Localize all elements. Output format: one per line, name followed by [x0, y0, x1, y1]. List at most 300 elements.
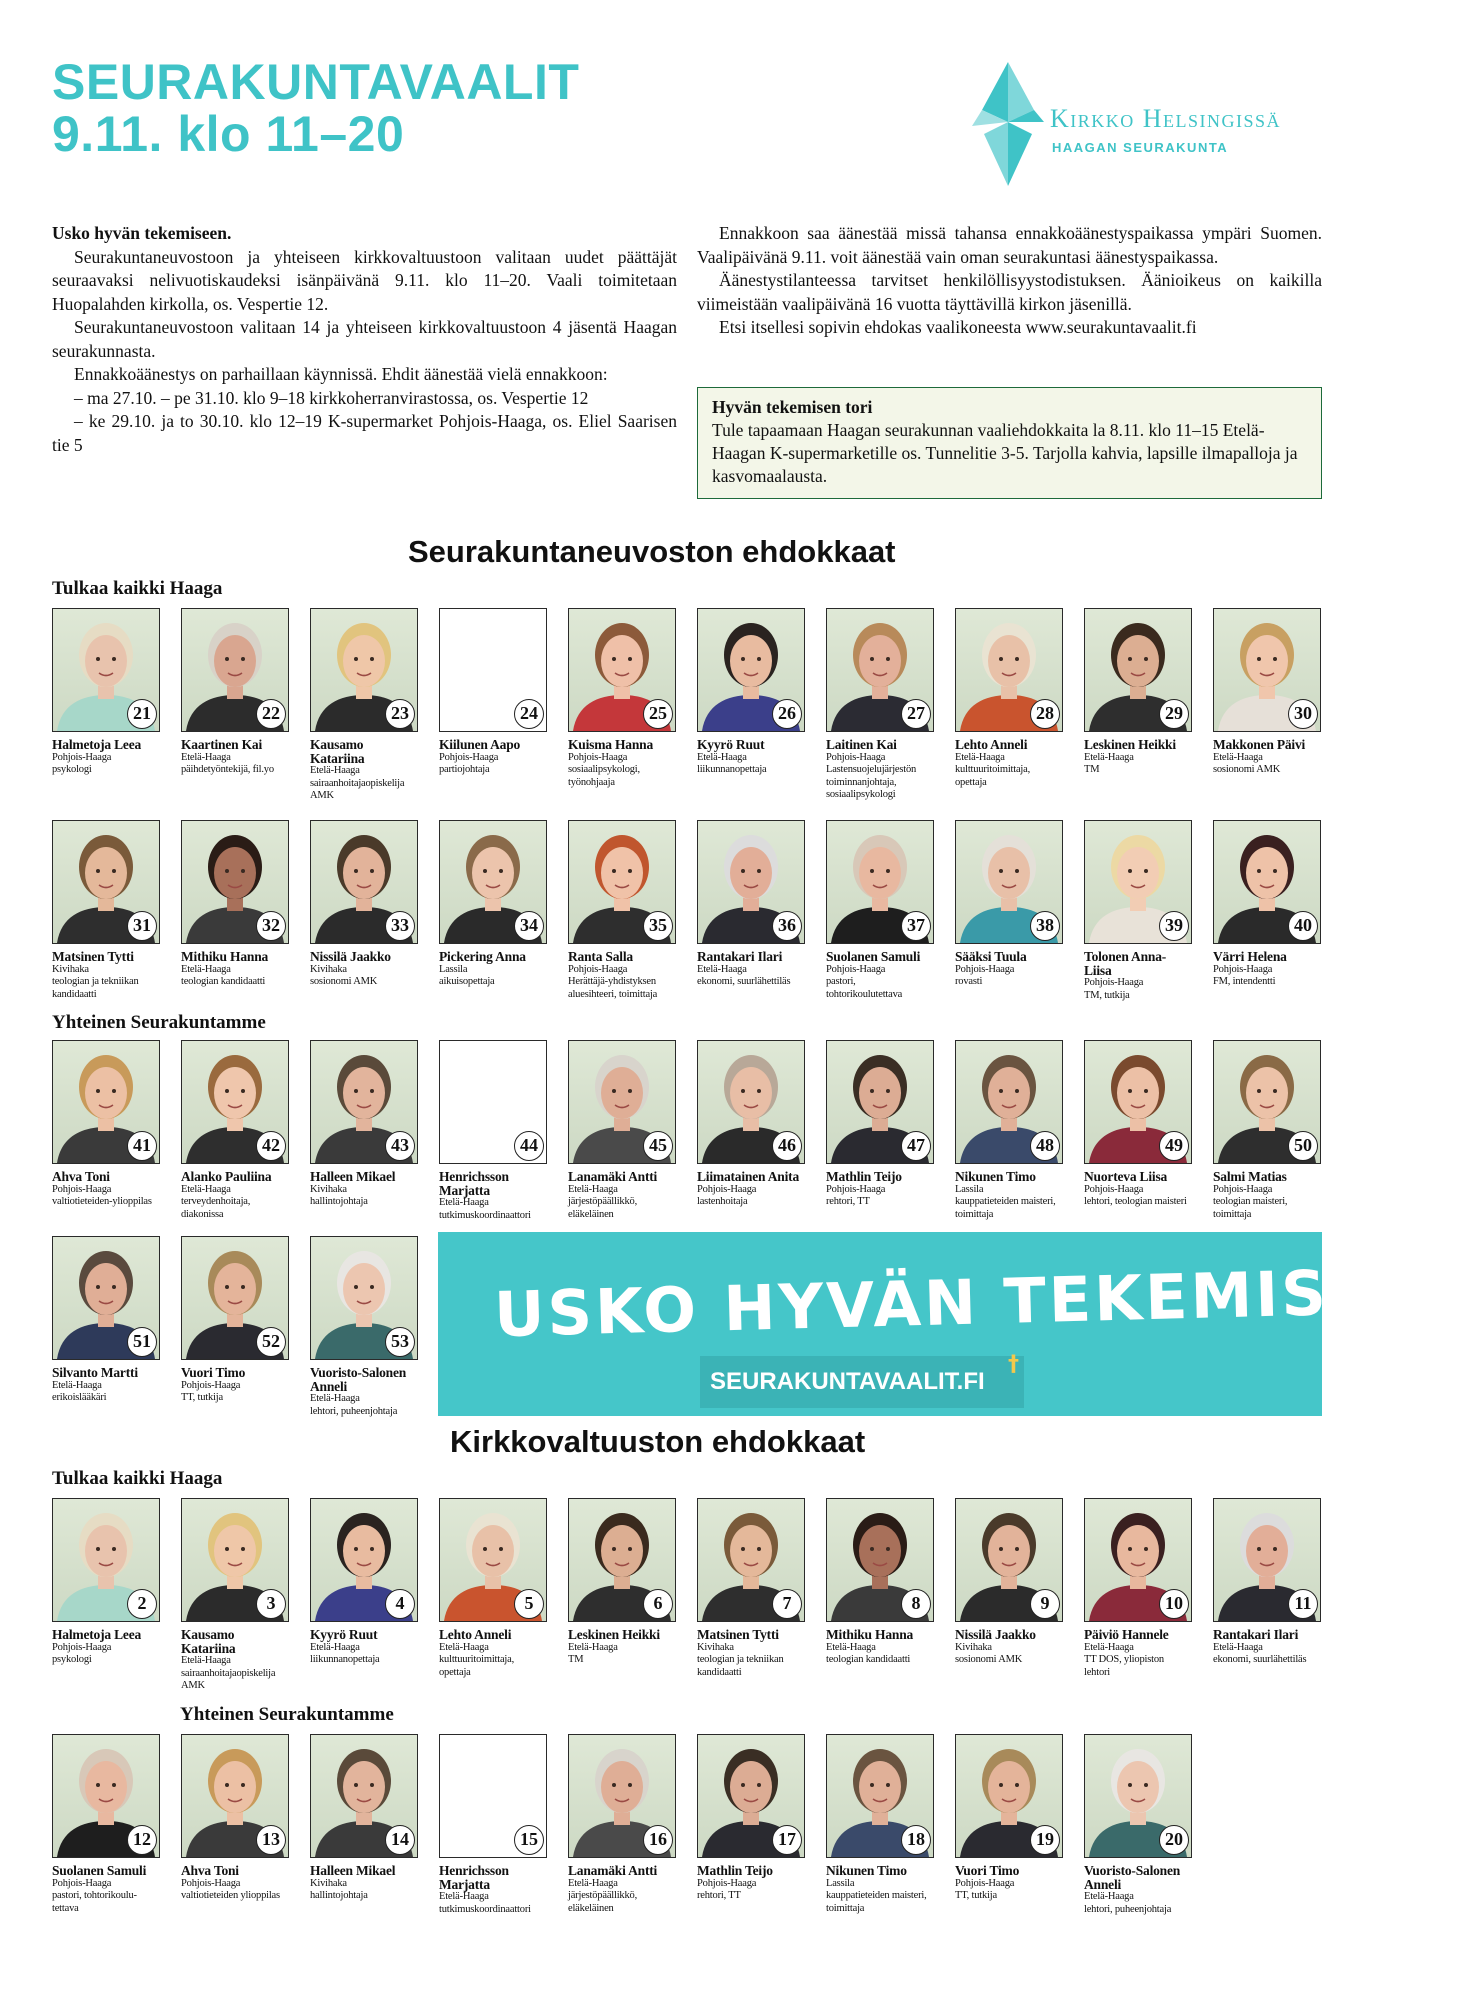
candidate-card[interactable] — [826, 1498, 934, 1667]
candidate-area: Pohjois-Haaga — [826, 963, 886, 975]
candidate-card[interactable] — [568, 1498, 676, 1667]
candidate-number-badge: 4 — [385, 1589, 415, 1619]
candidate-name: Liimatainen Anita — [697, 1169, 799, 1184]
page-title — [52, 56, 579, 160]
candidate-occupation: liikunnanopettaja — [310, 1654, 380, 1665]
candidate-area: Kivihaka — [310, 1183, 347, 1195]
candidate-card[interactable] — [439, 1498, 547, 1679]
candidate-photo — [697, 820, 805, 944]
candidate-number-badge: 46 — [772, 1131, 802, 1161]
candidate-card[interactable] — [697, 820, 805, 989]
candidate-area: Etelä-Haaga — [697, 963, 747, 975]
candidate-card[interactable] — [826, 1040, 934, 1209]
candidate-occupation: lehtori, puheenjohtaja — [1084, 1903, 1172, 1915]
candidate-occupation: hallintojohtaja — [310, 1196, 368, 1207]
intro-right-paragraph-2: Äänestystilanteessa tarvitset henkilöllisyystodistuksen. Äänioikeus on kaikilla viimeistään vaalipäivänä 16 vuotta täyttävillä kirkon jäsenillä. — [697, 270, 1322, 314]
candidate-photo — [439, 608, 547, 732]
candidate-number-badge: 51 — [127, 1327, 157, 1357]
candidate-photo — [955, 1040, 1063, 1164]
candidate-area: Etelä-Haaga — [1084, 1641, 1134, 1653]
candidate-occupation: järjestöpäällikkö, eläkeläinen — [568, 1890, 638, 1914]
candidate-occupation: TM, tutkija — [1084, 989, 1130, 1001]
candidate-card[interactable] — [826, 608, 934, 802]
candidate-photo — [826, 608, 934, 732]
candidate-name: Halmetoja Leea — [52, 1627, 142, 1642]
candidate-occupation: valtiotieteiden ylioppilas — [181, 1890, 280, 1901]
candidate-name: Kiilunen Aapo — [439, 737, 521, 752]
candidate-occupation: sosionomi AMK — [1213, 764, 1281, 775]
candidate-card[interactable] — [52, 1498, 160, 1667]
candidate-photo — [568, 1040, 676, 1164]
candidate-photo — [181, 1040, 289, 1164]
candidate-number-badge: 13 — [256, 1825, 286, 1855]
candidate-card[interactable] — [181, 608, 289, 777]
candidate-photo — [1084, 1040, 1192, 1164]
candidate-number-badge: 33 — [385, 911, 415, 941]
candidate-area: Etelä-Haaga — [1213, 1641, 1263, 1653]
candidate-photo — [568, 1498, 676, 1622]
candidate-number-badge: 27 — [901, 699, 931, 729]
candidate-photo — [52, 1734, 160, 1858]
candidate-name: Mathlin Teijo — [826, 1169, 902, 1184]
candidate-area: Etelä-Haaga — [310, 1641, 360, 1653]
candidate-card[interactable] — [439, 1040, 547, 1222]
candidate-number-badge: 44 — [514, 1131, 544, 1161]
candidate-occupation: TT, tutkija — [955, 1890, 997, 1901]
candidate-occupation: kulttuuritoimittaja, opettaja — [439, 1654, 515, 1678]
candidate-occupation: TT DOS, yliopiston lehtori — [1084, 1654, 1164, 1678]
candidate-name: Mathlin Teijo — [697, 1863, 773, 1878]
candidate-area: Etelä-Haaga — [1213, 751, 1263, 763]
candidate-card[interactable] — [181, 1498, 289, 1693]
candidate-card[interactable] — [568, 608, 676, 789]
candidate-number-badge: 52 — [256, 1327, 286, 1357]
candidate-area: Pohjois-Haaga — [1084, 977, 1144, 988]
candidate-name: Alanko Pauliina — [181, 1169, 272, 1184]
candidate-area: Pohjois-Haaga — [955, 1877, 1015, 1889]
valtuusto-heading: Kirkkovaltuuston ehdokkaat — [450, 1424, 866, 1459]
candidate-number-badge: 32 — [256, 911, 286, 941]
candidate-name: Kausamo Katariina — [310, 737, 365, 766]
candidate-card[interactable] — [955, 608, 1063, 789]
candidate-card[interactable] — [955, 1734, 1063, 1903]
candidate-name: Henrichsson Marjatta — [439, 1169, 509, 1198]
candidate-number-badge: 6 — [643, 1589, 673, 1619]
intro-paragraph-2: Seurakuntaneuvostoon valitaan 14 ja yhteiseen kirkkovaltuustoon 4 jäsentä Haagan seurakunnasta. — [52, 317, 677, 361]
candidate-name: Mithiku Hanna — [181, 949, 269, 964]
intro-paragraph-5: – ke 29.10. ja to 30.10. klo 12–19 K-supermarket Pohjois-Haaga, os. Eliel Saarisen tie 5 — [52, 411, 677, 455]
candidate-name: Laitinen Kai — [826, 737, 897, 752]
candidate-number-badge: 22 — [256, 699, 286, 729]
candidate-number-badge: 16 — [643, 1825, 673, 1855]
candidate-card[interactable] — [568, 1734, 676, 1915]
candidate-name: Silvanto Martti — [52, 1365, 138, 1380]
candidate-card[interactable] — [697, 608, 805, 777]
candidate-name: Sääksi Tuula — [955, 949, 1027, 964]
candidate-card[interactable] — [52, 608, 160, 777]
candidate-area: Lassila — [955, 1183, 984, 1195]
candidate-area: Pohjois-Haaga — [1213, 963, 1273, 975]
candidate-card[interactable] — [310, 1734, 418, 1903]
candidate-number-badge: 47 — [901, 1131, 931, 1161]
candidate-area: Etelä-Haaga — [439, 1891, 489, 1902]
candidate-photo — [181, 820, 289, 944]
candidate-photo — [697, 1734, 805, 1858]
candidate-number-badge: 24 — [514, 699, 544, 729]
candidate-number-badge: 14 — [385, 1825, 415, 1855]
candidate-number-badge: 26 — [772, 699, 802, 729]
candidate-number-badge: 35 — [643, 911, 673, 941]
candidate-area: Etelä-Haaga — [955, 751, 1005, 763]
candidate-occupation: Herättäjä-yhdistyksen aluesihteeri, toimittaja — [568, 976, 658, 1000]
campaign-banner — [438, 1232, 1475, 1416]
logo-subtitle: HAAGAN SEURAKUNTA — [1052, 140, 1229, 155]
candidate-photo — [1213, 1498, 1321, 1622]
candidate-photo — [1084, 608, 1192, 732]
candidate-area: Etelä-Haaga — [181, 1183, 231, 1195]
candidate-occupation: rehtori, TT — [826, 1196, 870, 1207]
candidate-area: Kivihaka — [955, 1641, 992, 1653]
candidate-occupation: erikoislääkäri — [52, 1392, 107, 1403]
candidate-card[interactable] — [52, 820, 160, 1001]
candidate-occupation: aikuisopettaja — [439, 976, 495, 987]
candidate-occupation: pastori, tohtorikoulu-tettava — [52, 1890, 137, 1914]
candidate-photo — [955, 1734, 1063, 1858]
candidate-card[interactable] — [826, 1734, 934, 1915]
candidate-photo — [1213, 820, 1321, 944]
candidate-card[interactable] — [181, 820, 289, 989]
candidate-number-badge: 39 — [1159, 911, 1189, 941]
candidate-occupation: teologian kandidaatti — [181, 976, 266, 987]
candidate-name: Vuori Timo — [955, 1863, 1020, 1878]
candidate-area: Etelä-Haaga — [310, 1393, 360, 1404]
candidate-number-badge: 37 — [901, 911, 931, 941]
candidate-area: Kivihaka — [310, 963, 347, 975]
candidate-name: Kausamo Katariina — [181, 1627, 236, 1656]
candidate-number-badge: 2 — [127, 1589, 157, 1619]
candidate-name: Ahva Toni — [52, 1169, 110, 1184]
candidate-number-badge: 29 — [1159, 699, 1189, 729]
candidate-area: Pohjois-Haaga — [826, 751, 886, 763]
neuvosto-group-1-heading: Tulkaa kaikki Haaga — [52, 578, 223, 599]
candidate-occupation: lehtori, teologian maisteri — [1084, 1196, 1187, 1207]
candidate-card[interactable] — [955, 1498, 1063, 1667]
candidate-photo — [52, 820, 160, 944]
candidate-area: Etelä-Haaga — [439, 1641, 489, 1653]
candidate-photo — [697, 1040, 805, 1164]
candidate-area: Pohjois-Haaga — [181, 1379, 241, 1391]
candidate-name: Lehto Anneli — [955, 737, 1028, 752]
candidate-number-badge: 7 — [772, 1589, 802, 1619]
candidate-number-badge: 49 — [1159, 1131, 1189, 1161]
candidate-area: Etelä-Haaga — [181, 1655, 231, 1666]
candidate-photo — [439, 1498, 547, 1622]
intro-right-paragraph-1: Ennakkoon saa äänestää missä tahansa ennakkoäänestyspaikassa ympäri Suomen. Vaalipäivänä 9.11. voit äänestää vain oman seurakuntasi äänestyspaikassa. — [697, 223, 1322, 267]
candidate-occupation: sairaanhoitajaopiskelija AMK — [181, 1667, 276, 1691]
candidate-photo — [52, 608, 160, 732]
candidate-name: Vuoristo-Salonen Anneli — [1084, 1863, 1181, 1892]
candidate-photo — [52, 1040, 160, 1164]
candidate-occupation: lehtori, puheenjohtaja — [310, 1405, 398, 1417]
candidate-card[interactable] — [310, 1040, 418, 1209]
candidate-photo — [439, 820, 547, 944]
candidate-card[interactable] — [1084, 608, 1192, 777]
candidate-card[interactable] — [697, 1040, 805, 1209]
candidate-photo — [955, 1498, 1063, 1622]
candidate-area: Etelä-Haaga — [310, 765, 360, 776]
cross-logo-icon — [970, 60, 1046, 188]
candidate-area: Kivihaka — [52, 963, 89, 975]
candidate-card[interactable] — [52, 1040, 160, 1209]
event-info-box — [697, 387, 1322, 499]
candidate-occupation: rovasti — [955, 976, 983, 987]
candidate-photo — [568, 608, 676, 732]
candidate-photo — [697, 1498, 805, 1622]
candidate-area: Etelä-Haaga — [439, 1197, 489, 1208]
valtuusto-group-2-heading: Yhteinen Seurakuntamme — [180, 1704, 394, 1725]
candidate-area: Etelä-Haaga — [1084, 1891, 1134, 1902]
candidate-number-badge: 23 — [385, 699, 415, 729]
church-logo — [970, 60, 1330, 188]
candidate-name: Nissilä Jaakko — [955, 1627, 1036, 1642]
candidate-name: Päiviö Hannele — [1084, 1627, 1169, 1642]
candidate-occupation: kulttuuritoimittaja, opettaja — [955, 764, 1031, 788]
candidate-card[interactable] — [697, 1734, 805, 1903]
candidate-photo — [52, 1236, 160, 1360]
candidate-photo — [1084, 820, 1192, 944]
candidate-number-badge: 34 — [514, 911, 544, 941]
candidate-photo — [697, 608, 805, 732]
candidate-number-badge: 8 — [901, 1589, 931, 1619]
candidate-photo — [826, 820, 934, 944]
candidate-card[interactable] — [1084, 1734, 1192, 1916]
candidate-occupation: sosiaalipsykologi, työnohjaaja — [568, 764, 640, 788]
candidate-name: Lanamäki Antti — [568, 1863, 658, 1878]
candidate-name: Nissilä Jaakko — [310, 949, 391, 964]
candidate-name: Kyyrö Ruut — [310, 1627, 378, 1642]
candidate-occupation: valtiotieteiden-ylioppilas — [52, 1196, 152, 1207]
candidate-area: Pohjois-Haaga — [52, 1877, 112, 1889]
candidate-photo — [439, 1040, 547, 1164]
candidate-area: Lassila — [826, 1877, 855, 1889]
candidate-card[interactable] — [1084, 1040, 1192, 1209]
title-line-1: SEURAKUNTAVAALIT — [52, 54, 580, 110]
intro-right-column — [697, 222, 1322, 340]
candidate-area: Pohjois-Haaga — [439, 751, 499, 763]
candidate-number-badge: 42 — [256, 1131, 286, 1161]
candidate-card[interactable] — [955, 1040, 1063, 1221]
candidate-name: Kyyrö Ruut — [697, 737, 765, 752]
candidate-name: Henrichsson Marjatta — [439, 1863, 509, 1892]
candidate-area: Pohjois-Haaga — [826, 1183, 886, 1195]
candidate-occupation: TM — [568, 1654, 584, 1665]
candidate-number-badge: 17 — [772, 1825, 802, 1855]
candidate-photo — [826, 1498, 934, 1622]
candidate-number-badge: 15 — [514, 1825, 544, 1855]
candidate-card[interactable] — [181, 1734, 289, 1903]
candidate-photo — [1084, 1498, 1192, 1622]
candidate-name: Matsinen Tytti — [697, 1627, 779, 1642]
candidate-card[interactable] — [439, 1734, 547, 1916]
candidate-area: Etelä-Haaga — [181, 963, 231, 975]
candidate-name: Nikunen Timo — [955, 1169, 1036, 1184]
candidate-occupation: sairaanhoitajaopiskelija AMK — [310, 777, 405, 801]
candidate-card[interactable] — [52, 1734, 160, 1915]
candidate-card[interactable] — [1213, 1040, 1321, 1221]
candidate-number-badge: 18 — [901, 1825, 931, 1855]
candidate-name: Suolanen Samuli — [826, 949, 921, 964]
candidate-number-badge: 11 — [1288, 1589, 1318, 1619]
candidate-area: Pohjois-Haaga — [52, 1641, 112, 1653]
candidate-area: Pohjois-Haaga — [181, 1877, 241, 1889]
candidate-name: Makkonen Päivi — [1213, 737, 1306, 752]
candidate-name: Ranta Salla — [568, 949, 633, 964]
candidate-card[interactable] — [568, 1040, 676, 1221]
candidate-occupation: sosionomi AMK — [955, 1654, 1023, 1665]
candidate-area: Etelä-Haaga — [52, 1379, 102, 1391]
candidate-photo — [1213, 1040, 1321, 1164]
candidate-card[interactable] — [697, 1498, 805, 1679]
candidate-card[interactable] — [1084, 1498, 1192, 1679]
candidate-name: Nuorteva Liisa — [1084, 1169, 1168, 1184]
intro-paragraph-3: Ennakkoäänestys on parhaillaan käynnissä. Ehdit äänestää vielä ennakkoon: — [74, 364, 608, 384]
banner-url-link[interactable]: SEURAKUNTAVAALIT.FI — [700, 1356, 1024, 1408]
candidate-occupation: ekonomi, suurlähettiläs — [697, 976, 791, 987]
candidate-occupation: teologian ja tekniikan kandidaatti — [697, 1654, 784, 1678]
candidate-photo — [310, 1498, 418, 1622]
candidate-area: Etelä-Haaga — [181, 751, 231, 763]
candidate-number-badge: 20 — [1159, 1825, 1189, 1855]
candidate-photo — [310, 1734, 418, 1858]
candidate-area: Etelä-Haaga — [697, 751, 747, 763]
candidate-occupation: psykologi — [52, 1654, 92, 1665]
candidate-occupation: pastori, tohtorikoulutettava — [826, 976, 903, 1000]
candidate-occupation: ekonomi, suurlähettiläs — [1213, 1654, 1307, 1665]
candidate-number-badge: 36 — [772, 911, 802, 941]
intro-left-column — [52, 222, 677, 457]
intro-paragraph-1: Seurakuntaneuvostoon ja yhteiseen kirkkovaltuustoon valitaan uudet päättäjät seuraavaksi nelivuotiskaudeksi isänpäivänä 9.11. klo 11–20. Vaali toimitetaan Huopalahden kirkolla, os. Vespertie 12. — [52, 246, 677, 314]
candidate-occupation: päihdetyöntekijä, fil.yo — [181, 764, 274, 775]
candidate-number-badge: 12 — [127, 1825, 157, 1855]
candidate-photo — [955, 820, 1063, 944]
candidate-name: Leskinen Heikki — [568, 1627, 660, 1642]
candidate-name: Suolanen Samuli — [52, 1863, 147, 1878]
candidate-occupation: FM, intendentti — [1213, 976, 1276, 987]
candidate-area: Etelä-Haaga — [1084, 751, 1134, 763]
candidate-number-badge: 21 — [127, 699, 157, 729]
candidate-occupation: kauppatieteiden maisteri, toimittaja — [826, 1890, 927, 1914]
candidate-area: Pohjois-Haaga — [52, 1183, 112, 1195]
candidate-card[interactable] — [1084, 820, 1192, 1002]
neuvosto-heading: Seurakuntaneuvoston ehdokkaat — [408, 534, 896, 569]
candidate-photo — [181, 1236, 289, 1360]
candidate-area: Pohjois-Haaga — [568, 963, 628, 975]
candidate-name: Pickering Anna — [439, 949, 526, 964]
candidate-number-badge: 30 — [1288, 699, 1318, 729]
candidate-name: Lanamäki Antti — [568, 1169, 658, 1184]
neuvosto-group-2-heading: Yhteinen Seurakuntamme — [52, 1012, 266, 1033]
candidate-number-badge: 31 — [127, 911, 157, 941]
candidate-card[interactable] — [439, 608, 547, 777]
candidate-number-badge: 9 — [1030, 1589, 1060, 1619]
candidate-photo — [826, 1040, 934, 1164]
candidate-occupation: tutkimuskoordinaattori — [439, 1209, 531, 1221]
candidate-number-badge: 25 — [643, 699, 673, 729]
candidate-number-badge: 19 — [1030, 1825, 1060, 1855]
candidate-name: Kaartinen Kai — [181, 737, 263, 752]
event-title: Hyvän tekemisen tori — [712, 397, 873, 417]
candidate-card[interactable] — [181, 1236, 289, 1405]
candidate-name: Vuori Timo — [181, 1365, 246, 1380]
candidate-area: Pohjois-Haaga — [1084, 1183, 1144, 1195]
candidate-photo — [52, 1498, 160, 1622]
intro-paragraph-4: – ma 27.10. – pe 31.10. klo 9–18 kirkkoherranvirastossa, os. Vespertie 12 — [74, 387, 589, 408]
candidate-area: Pohjois-Haaga — [1213, 1183, 1273, 1195]
event-text: Tule tapaamaan Haagan seurakunnan vaaliehdokkaita la 8.11. klo 11–15 Etelä-Haagan K-supermarketille os. Tunnelitie 3-5. Tarjolla kahvia, lapsille ilmapalloja ja kasvomaalausta. — [712, 420, 1298, 486]
candidate-area: Etelä-Haaga — [826, 1641, 876, 1653]
candidate-occupation: partiojohtaja — [439, 764, 490, 775]
candidate-occupation: teologian ja tekniikan kandidaatti — [52, 976, 139, 1000]
candidate-name: Salmi Matias — [1213, 1169, 1287, 1184]
candidate-card[interactable] — [1213, 1498, 1321, 1667]
candidate-name: Värri Helena — [1213, 949, 1287, 964]
candidate-area: Pohjois-Haaga — [955, 963, 1015, 975]
candidate-card[interactable] — [310, 608, 418, 803]
candidate-card[interactable] — [310, 820, 418, 989]
candidate-photo — [310, 820, 418, 944]
candidate-area: Etelä-Haaga — [568, 1183, 618, 1195]
candidate-name: Leskinen Heikki — [1084, 737, 1176, 752]
logo-name: Kirkko Helsingissä — [1050, 104, 1282, 133]
candidate-name: Lehto Anneli — [439, 1627, 512, 1642]
candidate-card[interactable] — [1213, 820, 1321, 989]
candidate-name: Tolonen Anna-Liisa — [1084, 949, 1167, 978]
candidate-area: Kivihaka — [697, 1641, 734, 1653]
candidate-name: Matsinen Tytti — [52, 949, 134, 964]
candidate-area: Pohjois-Haaga — [568, 751, 628, 763]
candidate-photo — [181, 1734, 289, 1858]
candidate-area: Pohjois-Haaga — [52, 751, 112, 763]
candidate-card[interactable] — [1213, 608, 1321, 777]
candidate-card[interactable] — [310, 1498, 418, 1667]
candidate-occupation: teologian maisteri, toimittaja — [1213, 1196, 1288, 1220]
banner-slogan: USKO HYVÄN TEKEMISEEN — [493, 1252, 1475, 1352]
candidate-card[interactable] — [181, 1040, 289, 1221]
candidate-area: Kivihaka — [310, 1877, 347, 1889]
candidate-card[interactable] — [826, 820, 934, 1001]
candidate-photo — [439, 1734, 547, 1858]
candidate-card[interactable] — [439, 820, 547, 989]
valtuusto-group-1-heading: Tulkaa kaikki Haaga — [52, 1468, 223, 1489]
candidate-area: Etelä-Haaga — [568, 1877, 618, 1889]
candidate-occupation: terveydenhoitaja, diakonissa — [181, 1196, 251, 1220]
intro-right-paragraph-3: Etsi itsellesi sopivin ehdokas vaalikoneesta www.seurakuntavaalit.fi — [719, 317, 1197, 337]
candidate-card[interactable] — [52, 1236, 160, 1405]
candidate-area: Lassila — [439, 963, 468, 975]
candidate-name: Mithiku Hanna — [826, 1627, 914, 1642]
title-line-2: 9.11. klo 11–20 — [52, 106, 405, 162]
candidate-card[interactable] — [955, 820, 1063, 989]
candidate-photo — [826, 1734, 934, 1858]
candidate-card[interactable] — [310, 1236, 418, 1418]
intro-heading: Usko hyvän tekemiseen. — [52, 223, 232, 243]
candidate-name: Halleen Mikael — [310, 1169, 396, 1184]
candidate-number-badge: 28 — [1030, 699, 1060, 729]
candidate-occupation: rehtori, TT — [697, 1890, 741, 1901]
candidate-card[interactable] — [568, 820, 676, 1001]
candidate-area: Pohjois-Haaga — [697, 1877, 757, 1889]
cross-icon: † — [1008, 1352, 1019, 1377]
